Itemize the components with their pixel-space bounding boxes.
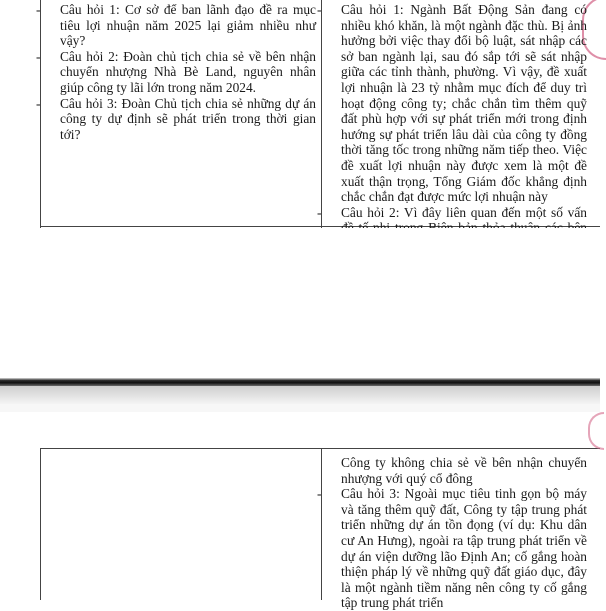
question-item-2: - Câu hỏi 2: Đoàn chủ tịch chia sẻ về bên nhận chuyển nhượng Nhà Bè Land, nguyên nhân giúp công ty lãi lớn trong năm 2024. xyxy=(36,48,316,95)
question-item-3: - Câu hỏi 3: Đoàn Chủ tịch chia sẻ những dự án công ty dự định sẽ phát triển trong thời gian tới? xyxy=(36,95,316,142)
answer-continuation: Công ty không chia sẻ về bên nhận chuyển nhượng với quý cổ đông xyxy=(341,455,587,486)
questions-column xyxy=(36,2,316,142)
answer-item-3: - Câu hỏi 3: Ngoài mục tiêu tinh gọn bộ máy và tăng thêm quỹ đất, Công ty tập trung phát triển những dự án tồn đọng (ví dụ: Khu dân cư An Hưng), ngoài ra tập trung phát triển về dự án viện dưỡng lão Định An; cố gắng hoàn thiện pháp lý về những quỹ đất giáo dục, đây là một ngành tiềm năng nên công ty cố gắng tập trung phát triển xyxy=(317,486,587,611)
answer-item-2: - Câu hỏi 2: Vì đây liên quan đến một số vấn xyxy=(317,204,587,220)
question-item-1: - Câu hỏi 1: Cơ sở để ban lãnh đạo đề ra mục tiêu lợi nhuận năm 2025 lại giảm nhiều như vậy? xyxy=(36,2,316,49)
table-top-border xyxy=(40,448,600,449)
document-page-bottom xyxy=(0,412,600,611)
table-column-divider xyxy=(321,0,322,228)
answers-column-continued xyxy=(317,455,587,611)
table-column-divider xyxy=(321,448,322,600)
page-separator-bar xyxy=(0,378,600,386)
page-separator-shadow xyxy=(0,386,600,404)
blank-area xyxy=(0,228,600,378)
answer-item-1: - Câu hỏi 1: Ngành Bất Động Sản đang có nhiều khó khăn, là một ngành đặc thù. Bị ảnh hưởng bởi việc thay đổi bộ luật, sát nhập các sở ban ngành lại, sau đó sắp tới sẽ sát nhập giữa các tỉnh thành, phường. Vì vậy, đề xuất lợi nhuận là 23 tỷ nhằm mục đích để duy trì hoạt động công ty; chắc chắn tìm thêm quỹ đất phù hợp với sự phát triển mới trong định hướng sự phát triển lâu dài của công ty đồng thời tăng tốc trong những năm tiếp theo. Việc đề xuất lợi nhuận này được xem là một đề xuất thận trọng, Tổng Giám đốc khẳng định chắc chắn đạt được mức lợi nhuận này xyxy=(317,2,587,205)
table-left-border xyxy=(40,0,41,228)
table-left-border xyxy=(40,448,41,600)
document-page-top xyxy=(0,0,600,228)
answers-column xyxy=(317,2,587,252)
